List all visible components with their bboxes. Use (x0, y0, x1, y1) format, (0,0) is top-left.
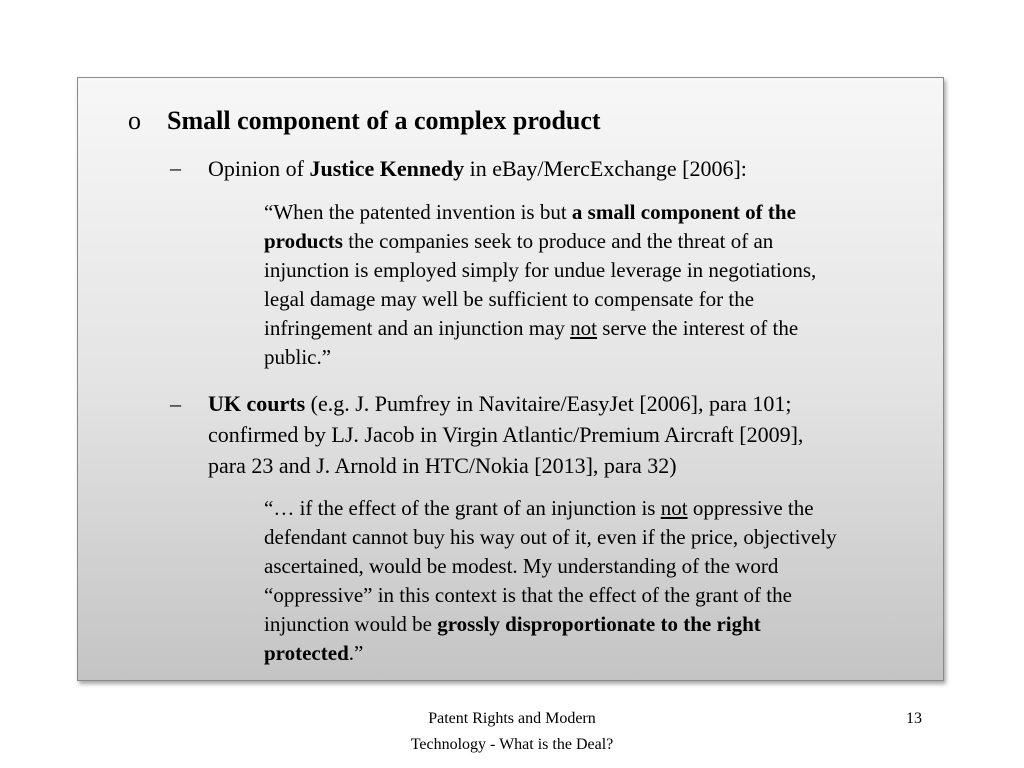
justice-name: Justice Kennedy (309, 156, 465, 181)
quote1-underlined: not (570, 316, 598, 340)
bullet-marker: o (128, 106, 141, 135)
opinion-line (208, 153, 747, 184)
quote2-block (264, 494, 837, 668)
quote2-text: .” (348, 641, 364, 665)
uk-courts-label: UK courts (208, 391, 306, 416)
quote2-text: injunction would be (264, 612, 438, 636)
uk-courts-text: (e.g. J. Pumfrey in Navitaire/EasyJet [2006], para 101; (305, 391, 792, 416)
quote1-emphasis: products (264, 229, 343, 253)
page-number: 13 (906, 710, 922, 727)
quote1-line (264, 198, 816, 227)
quote2-line (264, 639, 837, 668)
quote2-line: “oppressive” in this context is that the effect of the grant of the (264, 583, 792, 607)
quote1-line (264, 314, 816, 343)
quote2-line: ascertained, would be modest. My understanding of the word (264, 554, 779, 578)
footer-line: Technology - What is the Deal? (410, 736, 614, 753)
quote1-line: legal damage may well be sufficient to compensate for the (264, 287, 755, 311)
quote2-line (264, 494, 837, 523)
quote1-block (264, 198, 816, 372)
quote2-underlined: not (660, 496, 688, 520)
quote1-line (264, 227, 816, 256)
uk-courts-line: confirmed by LJ. Jacob in Virgin Atlantic/Premium Aircraft [2009], (208, 422, 804, 447)
slide-heading: Small component of a complex product (167, 106, 601, 135)
quote2-line: defendant cannot buy his way out of it, even if the price, objectively (264, 525, 837, 549)
quote1-line: injunction is employed simply for undue leverage in negotiations, (264, 258, 817, 282)
quote2-line (264, 610, 837, 639)
quote1-text: the companies seek to produce and the threat of an (342, 229, 774, 253)
dash-marker: – (170, 391, 181, 416)
uk-courts-line (208, 388, 803, 419)
quote1-text: “When the patented invention is but (264, 200, 572, 224)
opinion-prefix: Opinion of (208, 156, 310, 181)
quote1-text: infringement and an injunction may (264, 316, 571, 340)
quote1-text: serve the interest of the (597, 316, 799, 340)
opinion-case: in eBay/MercExchange [2006]: (464, 156, 747, 181)
uk-courts-line: para 23 and J. Arnold in HTC/Nokia [2013], para 32) (208, 453, 677, 478)
quote2-emphasis: grossly disproportionate to the right (437, 612, 761, 636)
footer-line: Patent Rights and Modern (428, 710, 596, 727)
quote1-line: public.” (264, 345, 332, 369)
quote2-text: “… if the effect of the grant of an injunction is (264, 496, 661, 520)
quote1-emphasis: a small component of the (571, 200, 796, 224)
quote2-emphasis: protected (264, 641, 349, 665)
slide-footer (362, 706, 662, 758)
dash-marker: – (170, 155, 181, 180)
uk-courts-block (208, 388, 803, 481)
quote2-text: oppressive the (687, 496, 814, 520)
